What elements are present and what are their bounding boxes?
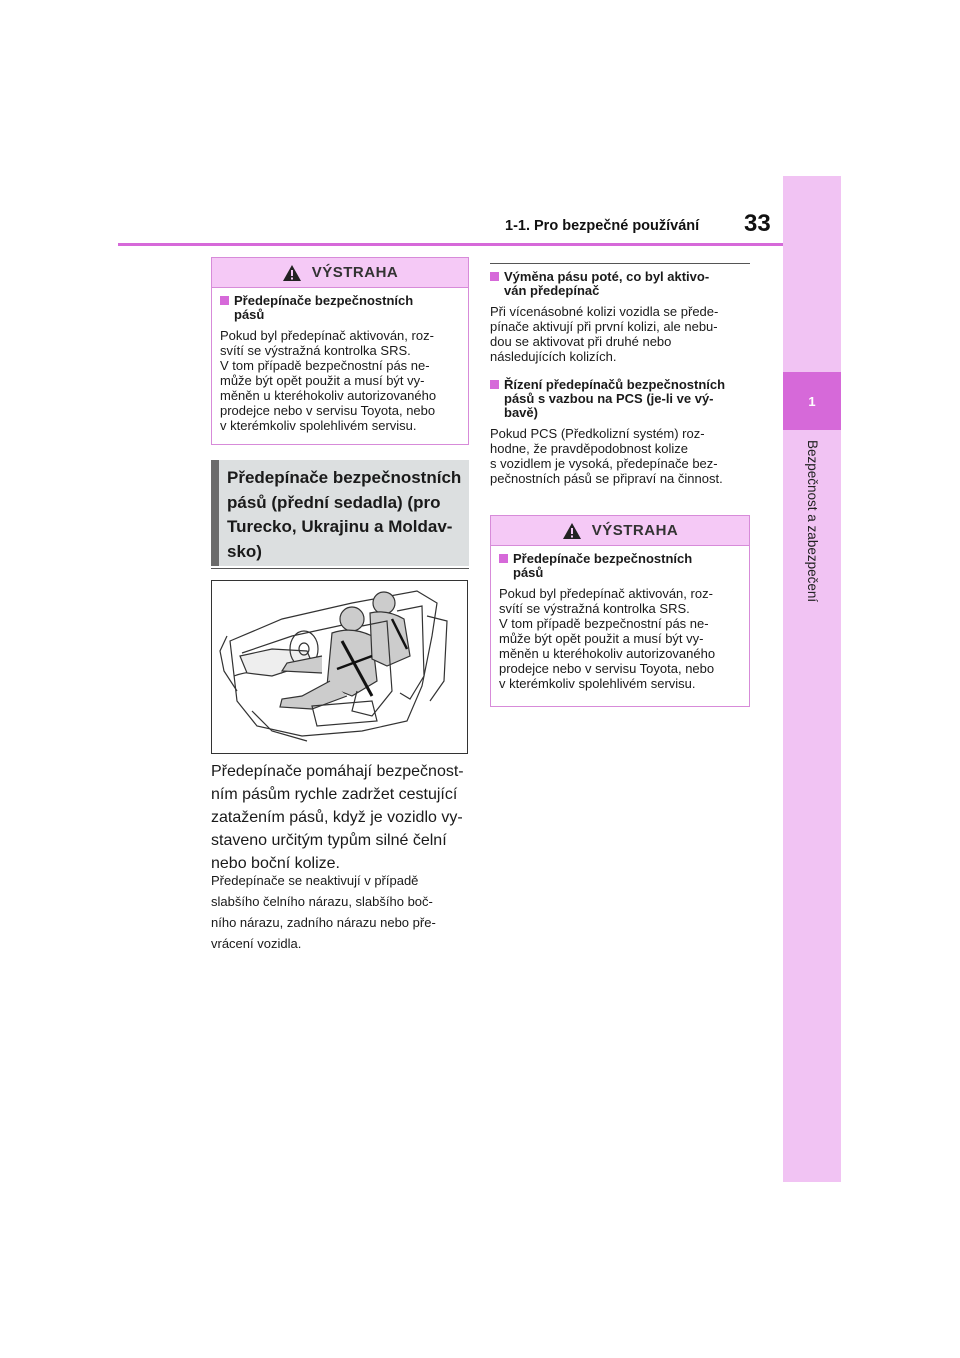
item-title-line: Předepínače bezpečnostních: [513, 551, 693, 566]
item-title-line: pásů: [234, 307, 265, 322]
square-bullet-icon: [490, 272, 499, 281]
right-item-text: [490, 304, 750, 364]
text-line: měněn u kteréhokoliv autorizovaného: [220, 388, 437, 403]
right-item-title: [490, 270, 750, 298]
warning-text: [499, 586, 741, 691]
item-title-line: Předepínače bezpečnostních: [234, 293, 414, 308]
header-title: 1-1. Pro bezpečné používání: [505, 218, 700, 234]
text-line: pínače aktivují při první kolizi, ale nebu-: [490, 319, 718, 334]
text-line: V tom případě bezpečnostní pás ne-: [220, 358, 430, 373]
square-bullet-icon: [220, 296, 229, 305]
warning-box-left: [211, 257, 469, 445]
text-line: zatažením pásů, když je vozidlo vy-: [211, 809, 463, 826]
item-title-line: bavě): [504, 405, 538, 420]
text-line: dou se aktivovat při druhé nebo: [490, 334, 672, 349]
body-paragraph-note: [211, 870, 469, 954]
right-item-text: [490, 426, 750, 486]
section-heading: [211, 460, 469, 566]
item-title-line: Výměna pásu poté, co byl aktivo-: [504, 269, 710, 284]
section-heading-line: Turecko, Ukrajinu a Moldav-: [227, 517, 453, 536]
warning-label: VÝSTRAHA: [311, 264, 399, 281]
seatbelt-pretensioner-illustration: [211, 580, 468, 754]
chapter-title-container: [784, 440, 840, 650]
chapter-number[interactable]: 1: [783, 372, 841, 430]
text-line: následujících kolizích.: [490, 349, 617, 364]
text-line: nebo boční kolize.: [211, 855, 340, 872]
text-line: Pokud byl předepínač aktivován, roz-: [220, 328, 434, 343]
text-line: pečnostních pásů se připraví na činnost.: [490, 471, 723, 486]
warning-label: VÝSTRAHA: [591, 522, 679, 539]
right-item-pcs-control: [490, 378, 750, 486]
right-column-rule: [490, 263, 750, 264]
text-line: Předepínače pomáhají bezpečnost-: [211, 763, 464, 780]
warning-item-title: [220, 294, 460, 322]
item-title-line: Řízení předepínačů bezpečnostních: [504, 377, 726, 392]
text-line: ním pásům rychle zadržet cestující: [211, 786, 458, 803]
text-line: prodejce nebo v servisu Toyota, nebo: [499, 661, 715, 676]
warning-triangle-icon: [282, 264, 302, 282]
text-line: prodejce nebo v servisu Toyota, nebo: [220, 403, 436, 418]
text-line: Pokud byl předepínač aktivován, roz-: [499, 586, 713, 601]
text-line: Pokud PCS (Předkolizní systém) roz-: [490, 426, 705, 441]
square-bullet-icon: [490, 380, 499, 389]
section-heading-line: pásů (přední sedadla) (pro: [227, 492, 441, 512]
text-line: staveno určitým typům silné čelní: [211, 832, 447, 849]
right-item-replacement: [490, 270, 750, 364]
warning-triangle-icon: [562, 522, 582, 540]
text-line: může být opět použit a musí být vy-: [499, 631, 704, 646]
right-item-title: [490, 378, 750, 420]
text-line: ního nárazu, zadního nárazu nebo pře-: [211, 915, 436, 930]
warning-header: [212, 258, 468, 288]
chapter-side-tab: [783, 176, 841, 1182]
section-underline: [211, 568, 469, 569]
text-line: v kterémkoliv spolehlivém servisu.: [220, 418, 417, 433]
warning-box-right: [490, 515, 750, 707]
item-title-line: pásů: [513, 565, 544, 580]
text-line: slabšího čelního nárazu, slabšího boč-: [211, 894, 433, 909]
text-line: svítí se výstražná kontrolka SRS.: [499, 601, 690, 616]
car-interior-drawing: [212, 581, 467, 753]
warning-header: [491, 516, 749, 546]
text-line: s vozidlem je vysoká, předepínače bez-: [490, 456, 718, 471]
text-line: V tom případě bezpečnostní pás ne-: [499, 616, 709, 631]
text-line: Předepínače se neaktivují v případě: [211, 873, 419, 888]
item-title-line: ván předepínač: [504, 283, 600, 298]
warning-item-title: [499, 552, 741, 580]
item-title-line: pásů s vazbou na PCS (je-li ve vý-: [504, 391, 714, 406]
text-line: v kterémkoliv spolehlivém servisu.: [499, 676, 696, 691]
page-number: 33: [744, 210, 771, 237]
square-bullet-icon: [499, 554, 508, 563]
body-paragraph-main: [211, 760, 469, 875]
text-line: vrácení vozidla.: [211, 936, 302, 951]
section-heading-line: Předepínače bezpečnostních: [227, 468, 462, 487]
header-rule: [118, 243, 783, 246]
text-line: hodne, že pravděpodobnost kolize: [490, 441, 689, 456]
warning-text: [220, 328, 460, 433]
section-heading-line: sko): [227, 541, 262, 561]
text-line: měněn u kteréhokoliv autorizovaného: [499, 646, 716, 661]
text-line: může být opět použit a musí být vy-: [220, 373, 425, 388]
text-line: Při vícenásobné kolizi vozidla se přede-: [490, 304, 719, 319]
chapter-title: Bezpečnost a zabezpečení: [805, 440, 820, 603]
text-line: svítí se výstražná kontrolka SRS.: [220, 343, 411, 358]
